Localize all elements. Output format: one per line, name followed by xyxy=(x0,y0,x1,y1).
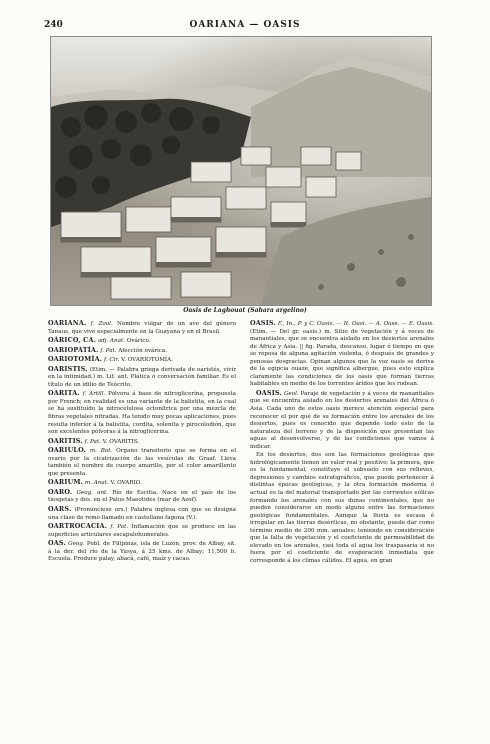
entry-text: Ovárico. xyxy=(126,338,151,345)
entry-headword: OARO. xyxy=(48,487,73,496)
entry-headword: OARISTIS. xyxy=(48,364,88,373)
entry-headword: OAS. xyxy=(48,539,66,548)
dictionary-entry xyxy=(48,347,236,356)
entry-headword: OARIOTOMÍA. xyxy=(48,355,103,364)
entry-text: Pobl. de Filipinas, isla de Luzón, prov. de Albay, sit. á la der. del río de la Yusya, á 25 kms. de Albay; 11,500 h. Escuela. Produce palay, abacá, café, maíz y cacao. xyxy=(48,541,237,563)
entry-grammar: f. Zool. xyxy=(90,321,113,327)
entry-text: (Etim. — Del gr. oasis.) m. Sitio de vegetación y á veces de manantiales, que se encuentra aislado en los desiertos arenales de África y Asia. || fig. Parada, descanso, lugar ó tiempo en que se reposa de alguna agitación violenta, ó después de grandes y penosas desgracias. Opinan algunos que la voz oasis se deriva de la egipcia ouaze, que significa albergue, pues esto explica claramente las condiciones de los oasis que forman tierras habitables en medio de los torrentes áridos que les rodean. xyxy=(250,328,434,388)
entry-text: V. OVARIO. xyxy=(110,480,142,487)
entry-grammar: f. Pat. xyxy=(110,524,129,531)
dictionary-entry xyxy=(48,447,236,478)
dictionary-entry xyxy=(48,489,236,505)
entry-text: Paraje de vegetación y á veces de manantiales que se encuentra aislado en los desiertos arenales del África ó Asia. Cada uno de estos oasis merece atención especial para reconocer el por qué de su formación entre los arenales de los desiertos, pues es conocido que depende todo esto de la naturaleza del terreno y de la disposición que presentan las aguas al desenvolverse, y de las condiciones que vamos á indicar. xyxy=(250,390,434,450)
entry-headword: OARS. xyxy=(48,505,72,514)
entry-text: Órgano transitorio que se forma en el ovario por la cicatrización de las vesículas de Graaf. Lleva también el nombre de cuerpo amarillo, por el color amarillento que presenta. xyxy=(48,448,237,477)
entry-grammar: F., In., P. y C. Oasis. — It. Oasi. — A. Oase. — E. Oasis. xyxy=(277,321,434,327)
entry-grammar: f. Cir. xyxy=(103,357,120,364)
entry-text: Pólvora á base de nitroglicerina, propuesta por French; en realidad es una variante de la balistita, en la cual se ha sustituído la nitrocelulosa octonítrica por una mezcla de fibras vegetales nitradas. Ha tenido muy pocas aplicaciones, pues resulta inferior á la balistita, cordita, solenita y pirocolodión, que son excelentes pólvoras á la nitroglicerina. xyxy=(48,391,236,436)
entry-text: Afección ovárica. xyxy=(118,347,168,354)
entry-headword: OARIUM. xyxy=(48,478,84,487)
dictionary-entry xyxy=(48,320,236,336)
dictionary-entry xyxy=(48,479,236,488)
body-paragraph xyxy=(250,452,434,565)
oasis-photo-illustration xyxy=(51,37,431,305)
dictionary-entry xyxy=(48,506,236,522)
dictionary-entry xyxy=(48,390,236,436)
entry-text: (Etim. — Palabra griega derivada de oaristés, vivir en la intimidad.) m. Lit. ant. Plática ó conversación familiar. Es el título de un idilio de Teócrito. xyxy=(48,366,236,388)
entry-text: Inflamación que se produce en las superficies articulares escapulohumerales. xyxy=(48,524,237,538)
entry-headword: OASIS. xyxy=(250,319,276,327)
entry-grammar: f. Pat. xyxy=(100,347,117,354)
entry-grammar: m. Anat. xyxy=(84,480,109,487)
entry-headword: OARIOPATÍA. xyxy=(48,345,99,354)
entry-headword: OARIANA. xyxy=(48,319,87,327)
entry-grammar: Geog. xyxy=(68,541,85,548)
page-number: 240 xyxy=(44,20,63,30)
entry-headword: OÁRICO, CA. xyxy=(48,336,97,345)
paragraph-text: En los desiertos, dos son las formaciones geológicas que hidrológicamente tienen un valor real y positivo: la primera, que es la fundamental, constituye el subsuelo con sus relieves, depresiones y cambios estratigráficos, que puede pertenecer á distintas épocas geológicas, y la otra formación moderna ó actual es la del material transportado por las corrientes eólicas formando los arenales con sus dunas continentales, que no pueden considerarse en modo alguno entre las formaciones geológicas fundamentales. Aunque la lluvia es escasa é irregular en las tierras desérticas, no obstante, puede dar como término medio de 200 mm. anuales; teniendo en consideración que la falta de vegetación y el coeficiente de permeabilidad de elevado en los arenales, casi toda el agua los traspasaría si no fuera por el coeficiente de evaporación inmediata que corresponde á los climas cálidos. El agua, en gran xyxy=(250,452,434,564)
dictionary-entry xyxy=(48,438,236,447)
entry-text: Nombre vulgar de un ave del género Tanaus, que vive especialmente en la Guayana y en el Brasil. xyxy=(48,321,236,335)
entry-text: Río de Escitia. Nace en el país de los tiesgetas y des. en el Palus Maeotides (mar de Azof). xyxy=(48,489,237,504)
entry-headword: OASIS. xyxy=(256,388,282,397)
dictionary-entry xyxy=(48,523,236,539)
entry-text: V. OVARITIS. xyxy=(102,438,140,445)
entry-headword: OARITA. xyxy=(48,389,80,398)
entry-grammar: Geol. xyxy=(283,390,299,397)
entry-text: V. OVARIOTOMÍA. xyxy=(121,357,173,364)
entry-grammar: Geog. ant. xyxy=(76,489,109,496)
entry-headword: OARTROCACIA. xyxy=(48,522,108,531)
dictionary-entry xyxy=(48,337,236,346)
left-column xyxy=(48,320,236,565)
entry-headword: OARITIS. xyxy=(48,436,83,445)
entry-headword: OARIULO. xyxy=(48,446,86,455)
dictionary-entry xyxy=(48,366,236,390)
oasis-photograph xyxy=(50,36,432,306)
dictionary-entry xyxy=(250,390,434,451)
dictionary-entry xyxy=(48,540,236,564)
figure-caption: Oasis de Laghouat (Sahara argelino) xyxy=(183,307,307,314)
dictionary-entry xyxy=(48,356,236,365)
entry-grammar: f. Pat. xyxy=(84,438,101,445)
entry-grammar: adj. Anat. xyxy=(97,338,126,345)
entry-text: (Pronúnciese ors.) Palabra inglesa con que se designa una clase de remo llamado en castellano fagona (V.). xyxy=(48,507,237,521)
entry-grammar: f. Artill. xyxy=(82,391,106,398)
running-head: OARIANA — OASIS xyxy=(189,20,301,30)
right-column xyxy=(250,320,434,567)
dictionary-entry xyxy=(250,320,434,389)
entry-grammar: m. Bot. xyxy=(89,448,113,455)
